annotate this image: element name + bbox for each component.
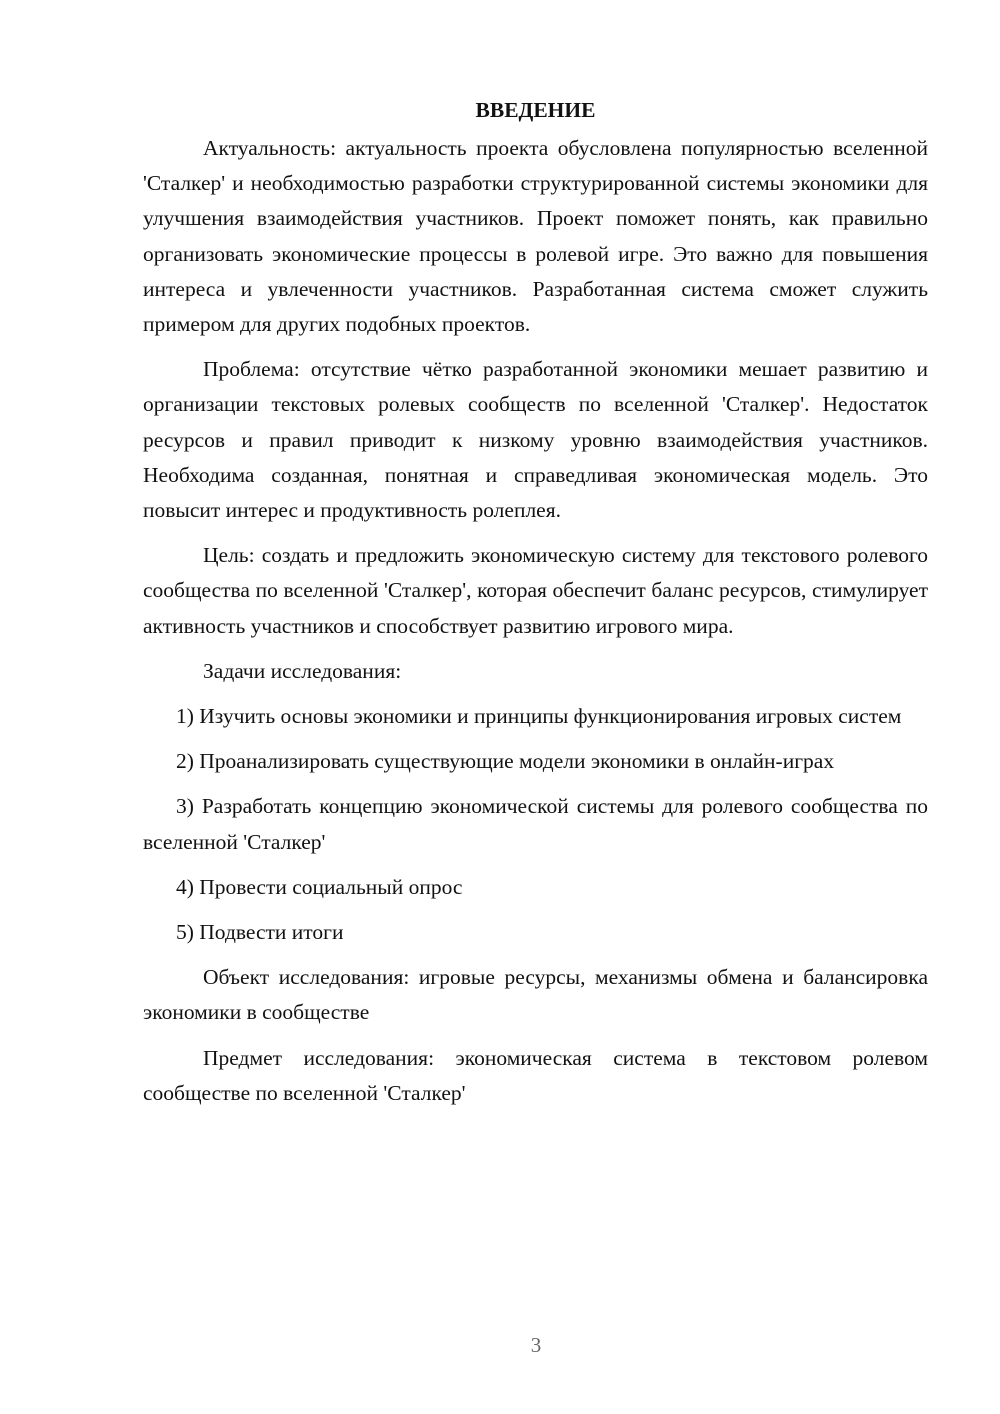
subject-paragraph: Предмет исследования: экономическая система в текстовом ролевом сообществе по вселенной 'Сталкер' <box>143 1045 928 1105</box>
problem-paragraph: Проблема: отсутствие чётко разработанной экономики мешает развитию и организации текстовых ролевых сообществ по вселенной 'Сталкер'. Недостаток ресурсов и правил приводит к низкому уровню взаимодействия участников. Необходима созданная, понятная и справедливая экономическая модель. Это повысит интерес и продуктивность ролеплея. <box>143 357 928 523</box>
relevance-paragraph: Актуальность: актуальность проекта обусловлена популярностью вселенной 'Сталкер' и необходимостью разработки структурированной системы экономики для улучшения взаимодействия участников. Проект поможет понять, как правильно организовать экономические процессы в ролевой игре. Это важно для повышения интереса и увлеченности участников. Разработанная система сможет служить примером для других подобных проектов. <box>143 136 928 337</box>
task-item: 2) Проанализировать существующие модели экономики в онлайн-играх <box>176 749 835 774</box>
task-item: 1) Изучить основы экономики и принципы функционирования игровых систем <box>176 704 902 729</box>
task-item: 4) Провести социальный опрос <box>176 874 463 899</box>
tasks-heading: Задачи исследования: <box>203 658 402 683</box>
task-item: 3) Разработать концепцию экономической системы для ролевого сообщества по вселенной 'Сталкер' <box>143 794 928 854</box>
task-item: 5) Подвести итоги <box>176 920 344 945</box>
page-number: 3 <box>530 1333 542 1357</box>
goal-paragraph: Цель: создать и предложить экономическую систему для текстового ролевого сообщества по вселенной 'Сталкер', которая обеспечит баланс ресурсов, стимулирует активность участников и способствует развитию игрового мира. <box>143 543 928 638</box>
object-paragraph: Объект исследования: игровые ресурсы, механизмы обмена и балансировка экономики в сообществе <box>143 965 928 1025</box>
section-title: ВВЕДЕНИЕ <box>475 98 596 122</box>
page-content <box>143 92 928 1121</box>
